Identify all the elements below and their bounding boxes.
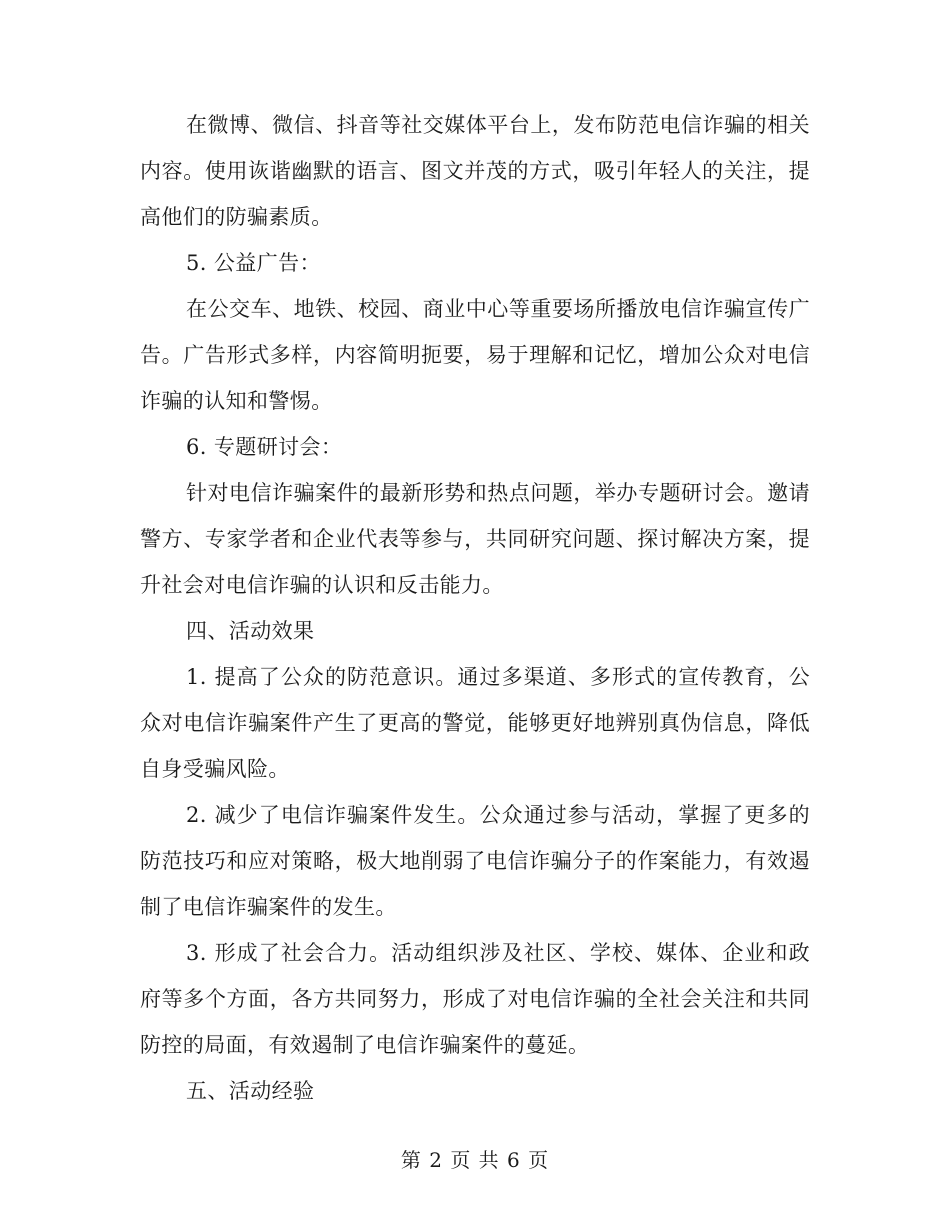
paragraph-effect-2: 2. 减少了电信诈骗案件发生。公众通过参与活动，掌握了更多的防范技巧和应对策略，极大地削弱了电信诈骗分子的作案能力，有效遏制了电信诈骗案件的发生。 <box>140 803 810 919</box>
paragraph-effect-3: 3. 形成了社会合力。活动组织涉及社区、学校、媒体、企业和政府等多个方面，各方共同努力，形成了对电信诈骗的全社会关注和共同防控的局面，有效遏制了电信诈骗案件的蔓延。 <box>140 941 810 1057</box>
document-body <box>140 102 810 1114</box>
page-footer: 第 2 页 共 6 页 <box>400 1148 550 1172</box>
paragraph-social-media: 在微博、微信、抖音等社交媒体平台上，发布防范电信诈骗的相关内容。使用诙谐幽默的语言、图文并茂的方式，吸引年轻人的关注，提高他们的防骗素质。 <box>140 113 810 229</box>
paragraph-effect-1: 1. 提高了公众的防范意识。通过多渠道、多形式的宣传教育，公众对电信诈骗案件产生了更高的警觉，能够更好地辨别真伪信息，降低自身受骗风险。 <box>140 665 810 781</box>
heading-public-ads: 5. 公益广告： <box>186 251 321 275</box>
paragraph-public-ads: 在公交车、地铁、校园、商业中心等重要场所播放电信诈骗宣传广告。广告形式多样，内容简明扼要，易于理解和记忆，增加公众对电信诈骗的认知和警惕。 <box>140 297 810 413</box>
paragraph-seminar: 针对电信诈骗案件的最新形势和热点问题，举办专题研讨会。邀请警方、专家学者和企业代表等参与，共同研究问题、探讨解决方案，提升社会对电信诈骗的认识和反击能力。 <box>140 481 810 597</box>
section-heading-effects: 四、活动效果 <box>186 619 315 643</box>
section-heading-experience: 五、活动经验 <box>186 1079 315 1103</box>
heading-seminar: 6. 专题研讨会： <box>186 435 343 459</box>
